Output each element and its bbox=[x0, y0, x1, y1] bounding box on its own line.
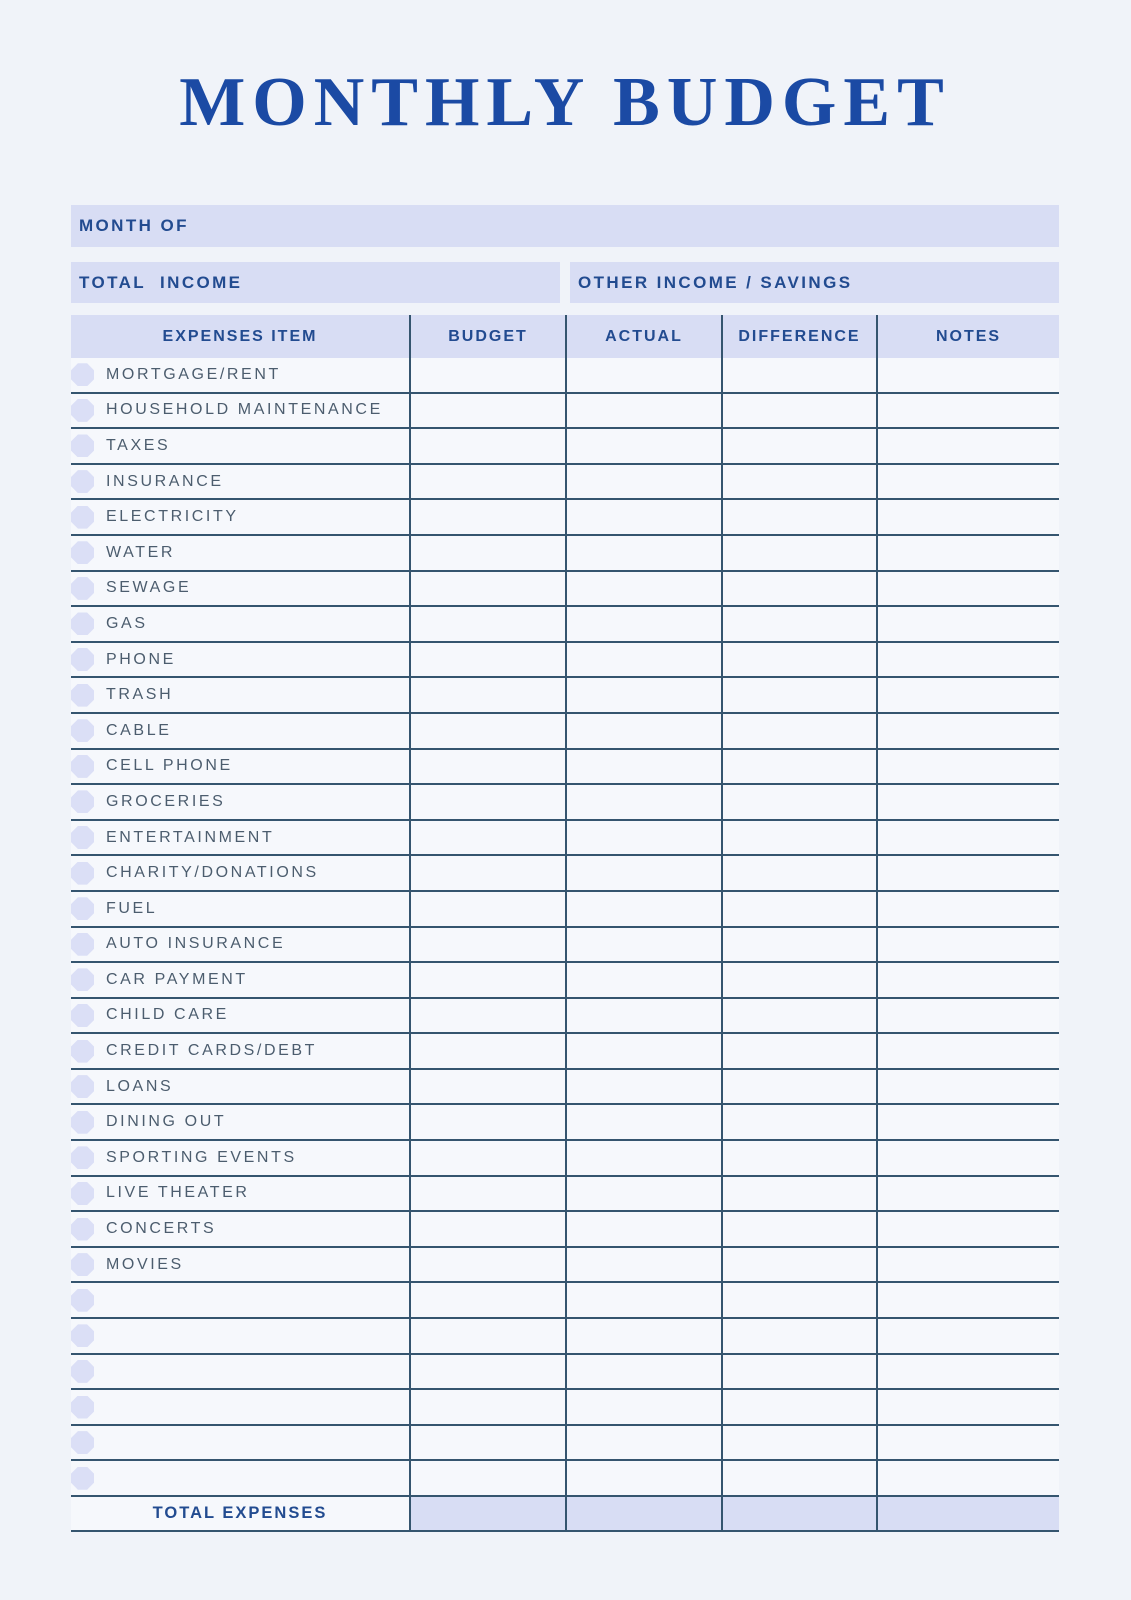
expense-item-cell bbox=[71, 607, 409, 641]
actual-cell[interactable] bbox=[565, 429, 721, 463]
difference-cell[interactable] bbox=[721, 1461, 876, 1495]
difference-cell[interactable] bbox=[721, 892, 876, 926]
expense-item-cell bbox=[71, 999, 409, 1033]
notes-cell[interactable] bbox=[876, 892, 1059, 926]
actual-cell[interactable] bbox=[565, 1177, 721, 1211]
notes-cell[interactable] bbox=[876, 536, 1059, 570]
actual-cell[interactable] bbox=[565, 1141, 721, 1175]
total-budget-cell[interactable] bbox=[409, 1497, 565, 1530]
expense-item-cell bbox=[71, 1248, 409, 1282]
expense-item-label: WATER bbox=[106, 543, 175, 561]
expense-item-cell bbox=[71, 1426, 409, 1460]
table-row bbox=[71, 1319, 1059, 1355]
notes-cell[interactable] bbox=[876, 394, 1059, 428]
expense-item-label: TAXES bbox=[106, 436, 171, 454]
budget-cell[interactable] bbox=[409, 394, 565, 428]
expense-item-label: TRASH bbox=[106, 686, 174, 704]
expense-item-label: ENTERTAINMENT bbox=[106, 828, 275, 846]
expense-item-cell bbox=[71, 536, 409, 570]
table-row bbox=[71, 1141, 1059, 1177]
expense-item-cell bbox=[71, 678, 409, 712]
bullet-octagon-icon bbox=[71, 1289, 94, 1312]
difference-cell[interactable] bbox=[721, 1248, 876, 1282]
expense-item-label: CREDIT CARDS/DEBT bbox=[106, 1042, 318, 1060]
notes-cell[interactable] bbox=[876, 678, 1059, 712]
bullet-octagon-icon bbox=[71, 1218, 94, 1241]
bullet-octagon-icon bbox=[71, 862, 94, 885]
expense-item-cell bbox=[71, 963, 409, 997]
notes-cell[interactable] bbox=[876, 785, 1059, 819]
difference-cell[interactable] bbox=[721, 1177, 876, 1211]
notes-cell[interactable] bbox=[876, 821, 1059, 855]
actual-cell[interactable] bbox=[565, 785, 721, 819]
actual-cell[interactable] bbox=[565, 1070, 721, 1104]
table-row bbox=[71, 1461, 1059, 1497]
expense-item-cell bbox=[71, 500, 409, 534]
bullet-octagon-icon bbox=[71, 1396, 94, 1419]
notes-cell[interactable] bbox=[876, 1283, 1059, 1317]
table-row bbox=[71, 643, 1059, 679]
actual-cell[interactable] bbox=[565, 1355, 721, 1389]
actual-cell[interactable] bbox=[565, 643, 721, 677]
expense-item-label: LOANS bbox=[106, 1077, 174, 1095]
budget-cell[interactable] bbox=[409, 1070, 565, 1104]
expense-item-label: SEWAGE bbox=[106, 579, 192, 597]
bullet-octagon-icon bbox=[71, 434, 94, 457]
bullet-octagon-icon bbox=[71, 1467, 94, 1490]
expense-item-label: INSURANCE bbox=[106, 472, 224, 490]
table-row bbox=[71, 1177, 1059, 1213]
bullet-octagon-icon bbox=[71, 1111, 94, 1134]
bullet-octagon-icon bbox=[71, 968, 94, 991]
actual-cell[interactable] bbox=[565, 536, 721, 570]
table-row bbox=[71, 785, 1059, 821]
actual-cell[interactable] bbox=[565, 500, 721, 534]
table-row bbox=[71, 607, 1059, 643]
table-row bbox=[71, 1283, 1059, 1319]
column-header-expenses-item: EXPENSES ITEM bbox=[162, 327, 318, 345]
total-income-label: TOTAL INCOME bbox=[79, 272, 243, 292]
difference-cell[interactable] bbox=[721, 536, 876, 570]
expenses-rows bbox=[71, 358, 1059, 1497]
actual-cell[interactable] bbox=[565, 928, 721, 962]
difference-cell[interactable] bbox=[721, 821, 876, 855]
difference-cell[interactable] bbox=[721, 358, 876, 392]
actual-cell[interactable] bbox=[565, 1034, 721, 1068]
budget-cell[interactable] bbox=[409, 607, 565, 641]
budget-cell[interactable] bbox=[409, 785, 565, 819]
table-row bbox=[71, 536, 1059, 572]
difference-cell[interactable] bbox=[721, 1105, 876, 1139]
bullet-octagon-icon bbox=[71, 1360, 94, 1383]
difference-cell[interactable] bbox=[721, 1319, 876, 1353]
table-row bbox=[71, 358, 1059, 394]
difference-cell[interactable] bbox=[721, 785, 876, 819]
expense-item-label: CABLE bbox=[106, 721, 172, 739]
difference-cell[interactable] bbox=[721, 999, 876, 1033]
total-difference-cell[interactable] bbox=[721, 1497, 876, 1530]
difference-cell[interactable] bbox=[721, 928, 876, 962]
difference-cell[interactable] bbox=[721, 856, 876, 890]
expense-item-label: CONCERTS bbox=[106, 1220, 217, 1238]
table-row bbox=[71, 1212, 1059, 1248]
expense-item-cell bbox=[71, 1319, 409, 1353]
budget-cell[interactable] bbox=[409, 1177, 565, 1211]
notes-cell[interactable] bbox=[876, 572, 1059, 606]
table-row bbox=[71, 1034, 1059, 1070]
column-header-notes: NOTES bbox=[876, 315, 1059, 358]
total-actual-cell[interactable] bbox=[565, 1497, 721, 1530]
actual-cell[interactable] bbox=[565, 465, 721, 499]
expense-item-label: HOUSEHOLD MAINTENANCE bbox=[106, 401, 383, 419]
table-row bbox=[71, 892, 1059, 928]
actual-cell[interactable] bbox=[565, 607, 721, 641]
other-income-savings-label: OTHER INCOME / SAVINGS bbox=[578, 272, 853, 292]
expenses-table bbox=[71, 315, 1059, 1532]
budget-cell[interactable] bbox=[409, 856, 565, 890]
difference-cell[interactable] bbox=[721, 1141, 876, 1175]
difference-cell[interactable] bbox=[721, 394, 876, 428]
bullet-octagon-icon bbox=[71, 684, 94, 707]
budget-cell[interactable] bbox=[409, 572, 565, 606]
bullet-octagon-icon bbox=[71, 1075, 94, 1098]
expense-item-label: DINING OUT bbox=[106, 1113, 227, 1131]
expense-item-cell bbox=[71, 714, 409, 748]
actual-cell[interactable] bbox=[565, 963, 721, 997]
bullet-octagon-icon bbox=[71, 1431, 94, 1454]
notes-cell[interactable] bbox=[876, 963, 1059, 997]
actual-cell[interactable] bbox=[565, 394, 721, 428]
budget-cell[interactable] bbox=[409, 1212, 565, 1246]
budget-cell[interactable] bbox=[409, 500, 565, 534]
table-row bbox=[71, 465, 1059, 501]
notes-cell[interactable] bbox=[876, 1177, 1059, 1211]
expense-item-cell bbox=[71, 821, 409, 855]
page-title: MONTHLY BUDGET bbox=[179, 64, 951, 141]
notes-cell[interactable] bbox=[876, 1426, 1059, 1460]
difference-cell[interactable] bbox=[721, 1070, 876, 1104]
bullet-octagon-icon bbox=[71, 1182, 94, 1205]
table-row bbox=[71, 999, 1059, 1035]
expense-item-cell bbox=[71, 1070, 409, 1104]
actual-cell[interactable] bbox=[565, 1461, 721, 1495]
expense-item-cell bbox=[71, 1283, 409, 1317]
budget-cell[interactable] bbox=[409, 429, 565, 463]
table-row bbox=[71, 1355, 1059, 1391]
notes-cell[interactable] bbox=[876, 1248, 1059, 1282]
column-header-difference: DIFFERENCE bbox=[721, 315, 876, 358]
table-row bbox=[71, 963, 1059, 999]
budget-cell[interactable] bbox=[409, 1390, 565, 1424]
table-row bbox=[71, 1390, 1059, 1426]
budget-cell[interactable] bbox=[409, 358, 565, 392]
bullet-octagon-icon bbox=[71, 399, 94, 422]
expense-item-cell bbox=[71, 643, 409, 677]
actual-cell[interactable] bbox=[565, 1426, 721, 1460]
budget-cell[interactable] bbox=[409, 928, 565, 962]
actual-cell[interactable] bbox=[565, 714, 721, 748]
difference-cell[interactable] bbox=[721, 643, 876, 677]
budget-cell[interactable] bbox=[409, 678, 565, 712]
budget-cell[interactable] bbox=[409, 643, 565, 677]
notes-cell[interactable] bbox=[876, 1105, 1059, 1139]
expense-item-cell bbox=[71, 1390, 409, 1424]
total-income-field[interactable] bbox=[71, 262, 560, 303]
difference-cell[interactable] bbox=[721, 1283, 876, 1317]
difference-cell[interactable] bbox=[721, 572, 876, 606]
bullet-octagon-icon bbox=[71, 1004, 94, 1027]
budget-cell[interactable] bbox=[409, 1355, 565, 1389]
actual-cell[interactable] bbox=[565, 572, 721, 606]
expense-item-label: GROCERIES bbox=[106, 792, 226, 810]
actual-cell[interactable] bbox=[565, 1248, 721, 1282]
table-row bbox=[71, 714, 1059, 750]
bullet-octagon-icon bbox=[71, 755, 94, 778]
column-header-actual: ACTUAL bbox=[565, 315, 721, 358]
notes-cell[interactable] bbox=[876, 1034, 1059, 1068]
expense-item-label: ELECTRICITY bbox=[106, 508, 239, 526]
expense-item-cell bbox=[71, 465, 409, 499]
expense-item-cell bbox=[71, 1355, 409, 1389]
actual-cell[interactable] bbox=[565, 1319, 721, 1353]
expense-item-cell bbox=[71, 1034, 409, 1068]
expense-item-label: GAS bbox=[106, 614, 148, 632]
notes-cell[interactable] bbox=[876, 607, 1059, 641]
bullet-octagon-icon bbox=[71, 612, 94, 635]
expense-item-cell bbox=[71, 856, 409, 890]
table-row bbox=[71, 394, 1059, 430]
actual-cell[interactable] bbox=[565, 678, 721, 712]
notes-cell[interactable] bbox=[876, 856, 1059, 890]
actual-cell[interactable] bbox=[565, 1283, 721, 1317]
expense-item-cell bbox=[71, 394, 409, 428]
difference-cell[interactable] bbox=[721, 1426, 876, 1460]
expense-item-cell bbox=[71, 928, 409, 962]
bullet-octagon-icon bbox=[71, 790, 94, 813]
table-row bbox=[71, 1248, 1059, 1284]
difference-cell[interactable] bbox=[721, 1355, 876, 1389]
actual-cell[interactable] bbox=[565, 999, 721, 1033]
expense-item-label: LIVE THEATER bbox=[106, 1184, 250, 1202]
table-row bbox=[71, 750, 1059, 786]
actual-cell[interactable] bbox=[565, 856, 721, 890]
difference-cell[interactable] bbox=[721, 1212, 876, 1246]
month-of-label: MONTH OF bbox=[79, 216, 189, 235]
notes-cell[interactable] bbox=[876, 465, 1059, 499]
total-expenses-row bbox=[71, 1497, 1059, 1532]
expense-item-cell bbox=[71, 1461, 409, 1495]
other-income-savings-field[interactable] bbox=[570, 262, 1059, 303]
notes-cell[interactable] bbox=[876, 1390, 1059, 1424]
difference-cell[interactable] bbox=[721, 429, 876, 463]
table-row bbox=[71, 572, 1059, 608]
notes-cell[interactable] bbox=[876, 1070, 1059, 1104]
budget-cell[interactable] bbox=[409, 1105, 565, 1139]
notes-cell[interactable] bbox=[876, 429, 1059, 463]
month-of-field[interactable] bbox=[71, 205, 1059, 247]
notes-cell[interactable] bbox=[876, 750, 1059, 784]
difference-cell[interactable] bbox=[721, 607, 876, 641]
table-row bbox=[71, 856, 1059, 892]
difference-cell[interactable] bbox=[721, 1390, 876, 1424]
actual-cell[interactable] bbox=[565, 821, 721, 855]
bullet-octagon-icon bbox=[71, 577, 94, 600]
bullet-octagon-icon bbox=[71, 1324, 94, 1347]
monthly-budget-page bbox=[0, 66, 1131, 1600]
expense-item-label: MORTGAGE/RENT bbox=[106, 365, 281, 383]
notes-cell[interactable] bbox=[876, 1212, 1059, 1246]
column-header-budget: BUDGET bbox=[409, 315, 565, 358]
expense-item-cell bbox=[71, 1212, 409, 1246]
table-row bbox=[71, 678, 1059, 714]
budget-cell[interactable] bbox=[409, 999, 565, 1033]
table-row bbox=[71, 1426, 1059, 1462]
expense-item-label: AUTO INSURANCE bbox=[106, 935, 286, 953]
expense-item-label: PHONE bbox=[106, 650, 176, 668]
expense-item-label: FUEL bbox=[106, 899, 158, 917]
expense-item-label: CHILD CARE bbox=[106, 1006, 229, 1024]
notes-cell[interactable] bbox=[876, 714, 1059, 748]
bullet-octagon-icon bbox=[71, 719, 94, 742]
bullet-octagon-icon bbox=[71, 1146, 94, 1169]
notes-cell[interactable] bbox=[876, 1355, 1059, 1389]
table-row bbox=[71, 500, 1059, 536]
expense-item-cell bbox=[71, 429, 409, 463]
notes-cell[interactable] bbox=[876, 358, 1059, 392]
notes-cell[interactable] bbox=[876, 500, 1059, 534]
budget-cell[interactable] bbox=[409, 892, 565, 926]
difference-cell[interactable] bbox=[721, 750, 876, 784]
budget-cell[interactable] bbox=[409, 963, 565, 997]
bullet-octagon-icon bbox=[71, 541, 94, 564]
notes-cell[interactable] bbox=[876, 643, 1059, 677]
budget-cell[interactable] bbox=[409, 1461, 565, 1495]
budget-cell[interactable] bbox=[409, 536, 565, 570]
budget-cell[interactable] bbox=[409, 750, 565, 784]
expense-item-cell bbox=[71, 785, 409, 819]
notes-cell[interactable] bbox=[876, 1319, 1059, 1353]
bullet-octagon-icon bbox=[71, 897, 94, 920]
expense-item-cell bbox=[71, 1105, 409, 1139]
table-row bbox=[71, 1105, 1059, 1141]
difference-cell[interactable] bbox=[721, 678, 876, 712]
expense-item-cell bbox=[71, 1141, 409, 1175]
expense-item-cell bbox=[71, 892, 409, 926]
bullet-octagon-icon bbox=[71, 648, 94, 671]
expense-item-label: CELL PHONE bbox=[106, 757, 233, 775]
bullet-octagon-icon bbox=[71, 1040, 94, 1063]
budget-cell[interactable] bbox=[409, 1319, 565, 1353]
table-row bbox=[71, 429, 1059, 465]
budget-cell[interactable] bbox=[409, 821, 565, 855]
table-row bbox=[71, 1070, 1059, 1106]
expense-item-label: SPORTING EVENTS bbox=[106, 1148, 297, 1166]
difference-cell[interactable] bbox=[721, 714, 876, 748]
table-header-row bbox=[71, 315, 1059, 358]
budget-cell[interactable] bbox=[409, 1248, 565, 1282]
actual-cell[interactable] bbox=[565, 358, 721, 392]
budget-cell[interactable] bbox=[409, 1034, 565, 1068]
notes-cell[interactable] bbox=[876, 928, 1059, 962]
expense-item-label: CHARITY/DONATIONS bbox=[106, 864, 319, 882]
notes-cell[interactable] bbox=[876, 999, 1059, 1033]
bullet-octagon-icon bbox=[71, 933, 94, 956]
difference-cell[interactable] bbox=[721, 1034, 876, 1068]
bullet-octagon-icon bbox=[71, 470, 94, 493]
expense-item-label: MOVIES bbox=[106, 1255, 184, 1273]
table-row bbox=[71, 821, 1059, 857]
bullet-octagon-icon bbox=[71, 506, 94, 529]
income-section bbox=[71, 262, 1059, 303]
budget-cell[interactable] bbox=[409, 1141, 565, 1175]
budget-cell[interactable] bbox=[409, 1283, 565, 1317]
expense-item-label: CAR PAYMENT bbox=[106, 970, 248, 988]
budget-cell[interactable] bbox=[409, 465, 565, 499]
bullet-octagon-icon bbox=[71, 363, 94, 386]
notes-cell[interactable] bbox=[876, 1461, 1059, 1495]
actual-cell[interactable] bbox=[565, 892, 721, 926]
expense-item-cell bbox=[71, 358, 409, 392]
notes-cell[interactable] bbox=[876, 1141, 1059, 1175]
expense-item-cell bbox=[71, 572, 409, 606]
actual-cell[interactable] bbox=[565, 750, 721, 784]
difference-cell[interactable] bbox=[721, 500, 876, 534]
difference-cell[interactable] bbox=[721, 465, 876, 499]
bullet-octagon-icon bbox=[71, 1253, 94, 1276]
actual-cell[interactable] bbox=[565, 1105, 721, 1139]
difference-cell[interactable] bbox=[721, 963, 876, 997]
budget-cell[interactable] bbox=[409, 714, 565, 748]
bullet-octagon-icon bbox=[71, 826, 94, 849]
budget-cell[interactable] bbox=[409, 1426, 565, 1460]
expense-item-cell bbox=[71, 1177, 409, 1211]
total-expenses-label: TOTAL EXPENSES bbox=[152, 1504, 328, 1522]
actual-cell[interactable] bbox=[565, 1390, 721, 1424]
total-notes-cell[interactable] bbox=[876, 1497, 1059, 1530]
expense-item-cell bbox=[71, 750, 409, 784]
actual-cell[interactable] bbox=[565, 1212, 721, 1246]
table-row bbox=[71, 928, 1059, 964]
